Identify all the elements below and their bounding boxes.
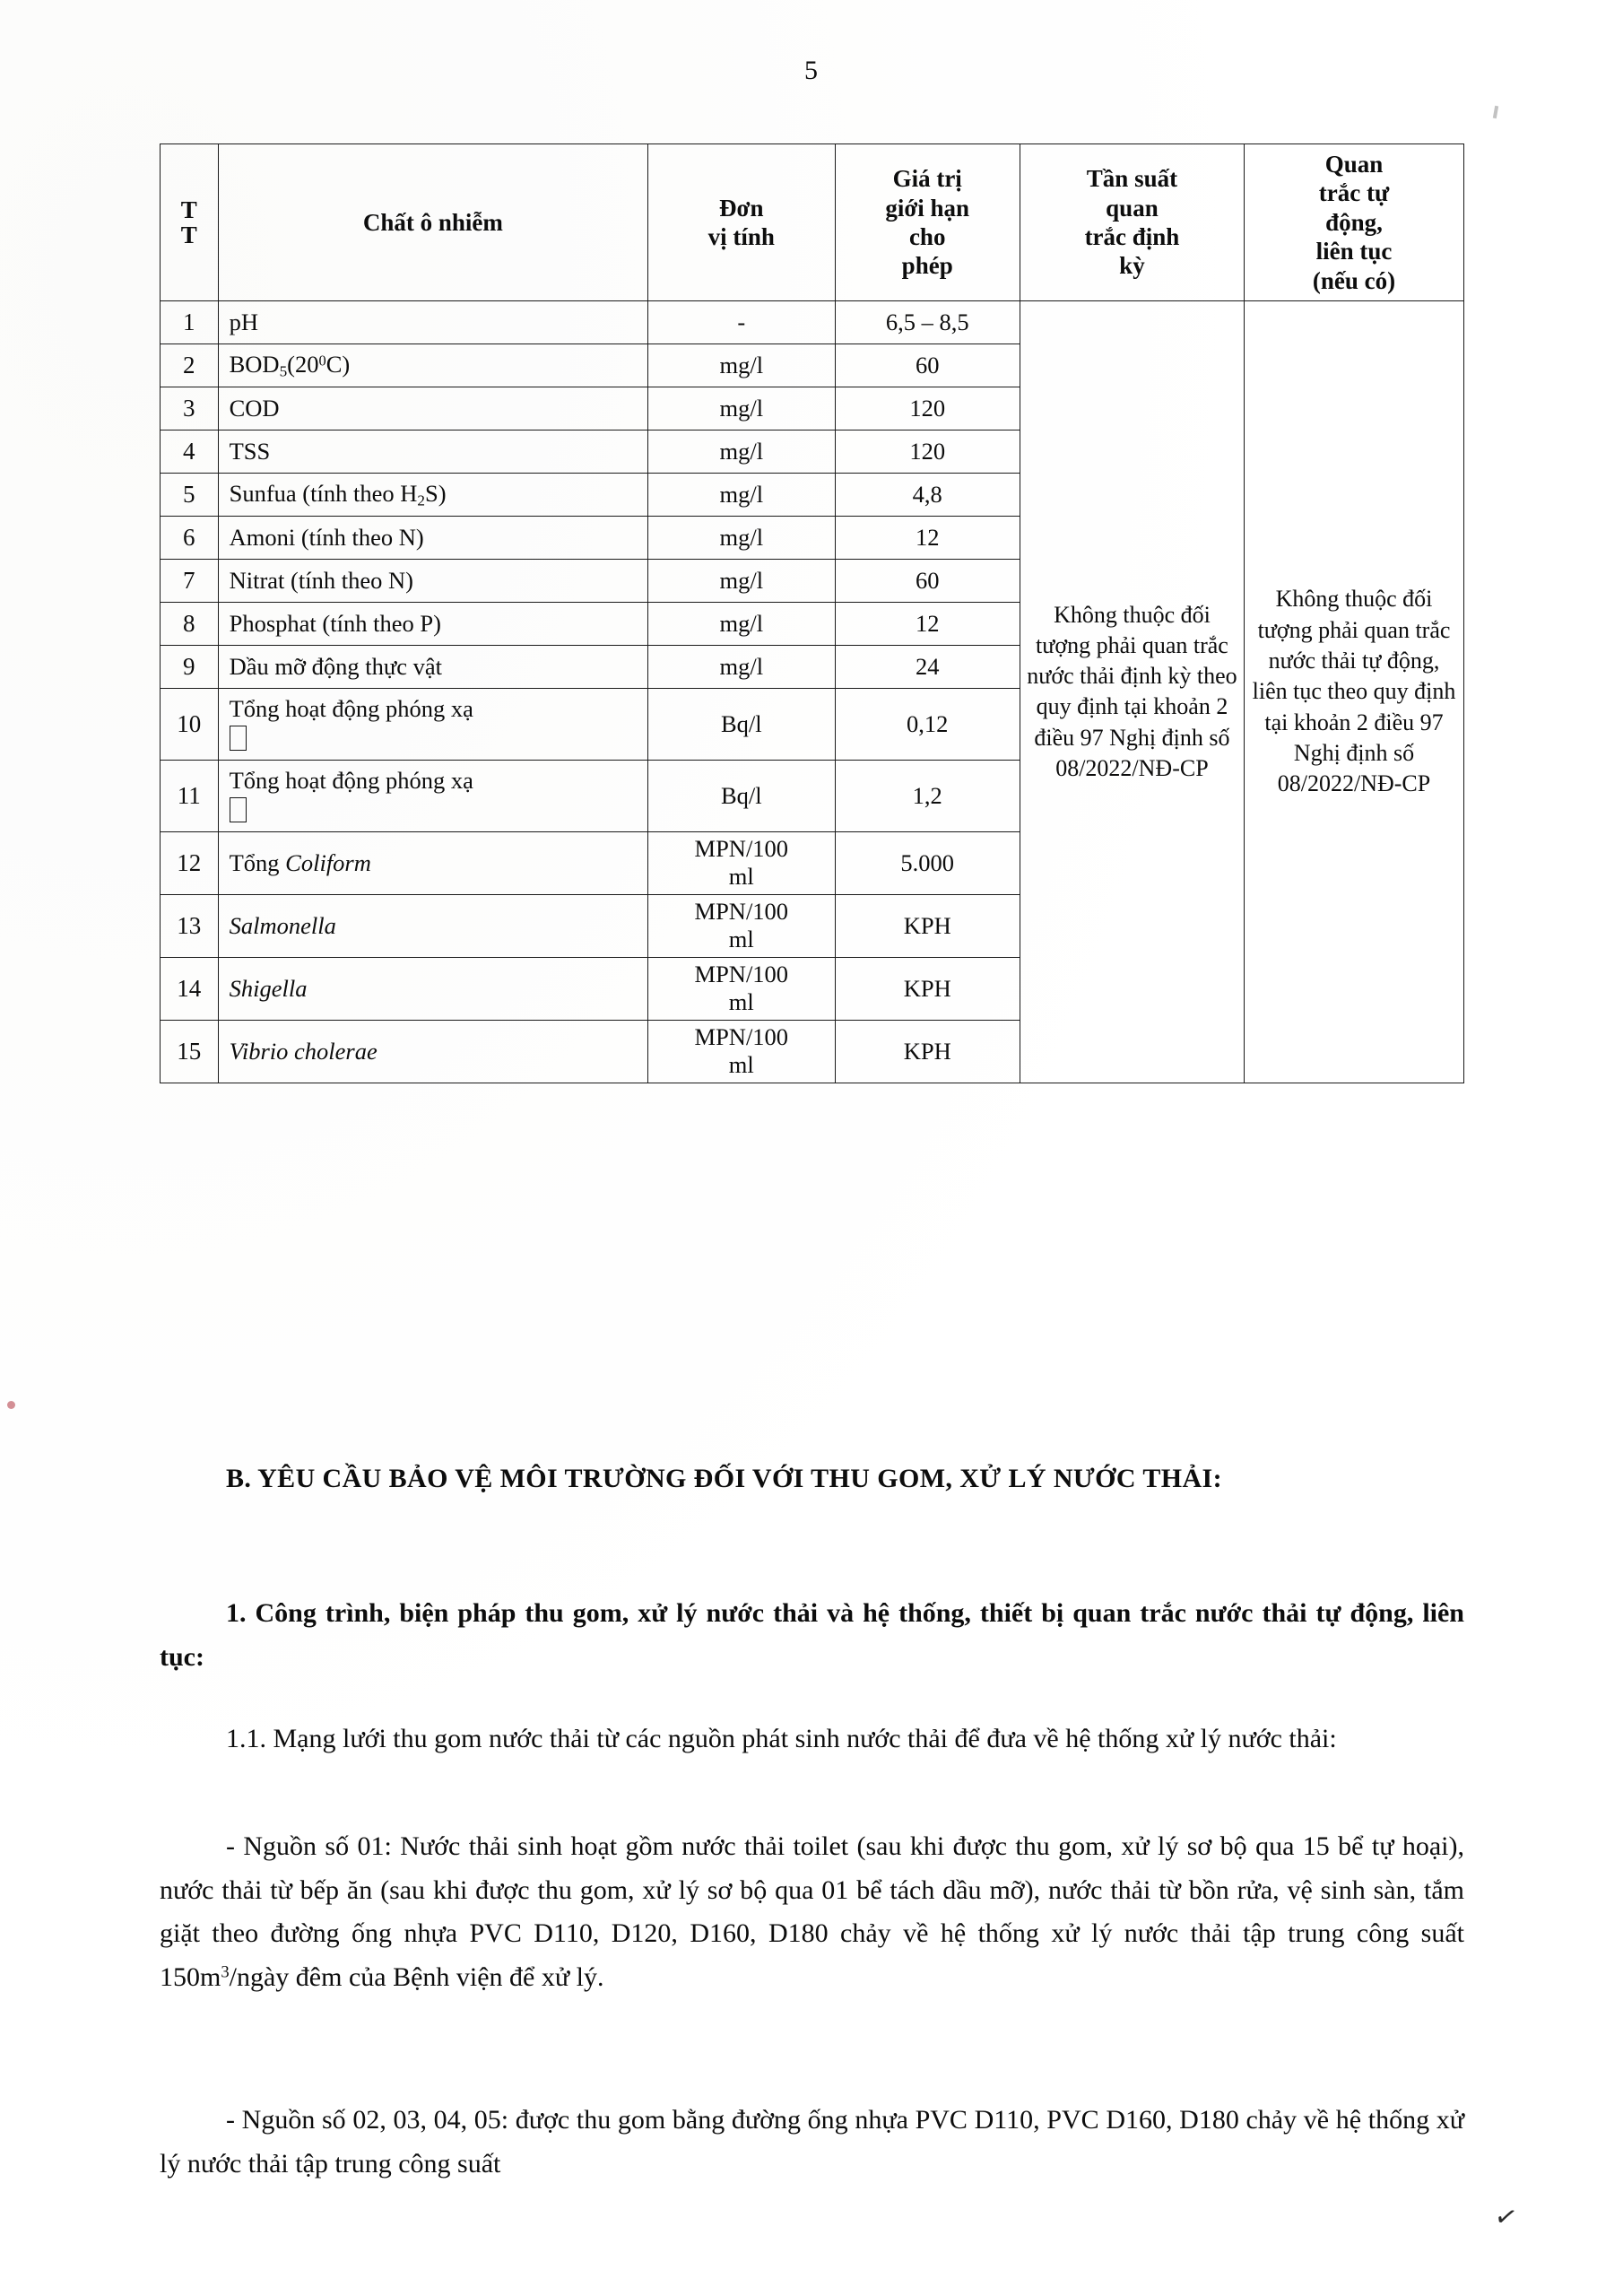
row-index: 14 <box>161 957 219 1020</box>
row-index: 4 <box>161 430 219 473</box>
header-pollutant: Chất ô nhiễm <box>218 144 647 301</box>
row-pollutant: Amoni (tính theo N) <box>218 516 647 559</box>
section-1-text: 1. Công trình, biện pháp thu gom, xử lý nước thải và hệ thống, thiết bị quan trắc nước thải tự động, liên tục: <box>160 1598 1464 1672</box>
row-index: 12 <box>161 831 219 894</box>
row-limit: 5.000 <box>835 831 1020 894</box>
alpha-glyph-box <box>230 726 247 751</box>
row-unit: Bq/l <box>648 760 835 831</box>
pollutant-limits-table <box>160 144 1464 1083</box>
row-pollutant: Sunfua (tính theo $H_2S$) <box>218 473 647 516</box>
row-unit: MPN/100 ml <box>648 894 835 957</box>
page-number: 5 <box>804 56 819 85</box>
row-pollutant: Vibrio cholerae <box>218 1020 647 1083</box>
header-auto-line4: liên tục <box>1315 238 1393 265</box>
header-limit-value <box>835 144 1020 301</box>
row-index: 8 <box>161 602 219 645</box>
row-index: 10 <box>161 688 219 760</box>
row-pollutant: Salmonella <box>218 894 647 957</box>
paragraph-1-1-text: 1.1. Mạng lưới thu gom nước thải từ các nguồn phát sinh nước thải để đưa về hệ thống xử lý nước thải: <box>226 1724 1337 1753</box>
row-index: 7 <box>161 559 219 602</box>
paragraph-1-1 <box>160 1718 1464 1761</box>
row-index: 9 <box>161 645 219 688</box>
row-unit: mg/l <box>648 559 835 602</box>
table-header-row <box>161 144 1464 301</box>
header-freq-line4: kỳ <box>1119 252 1145 280</box>
section-heading-b-text: B. YÊU CẦU BẢO VỆ MÔI TRƯỜNG ĐỐI VỚI THU GOM, XỬ LÝ NƯỚC THẢI: <box>226 1464 1222 1493</box>
row-index: 11 <box>161 760 219 831</box>
row-index: 15 <box>161 1020 219 1083</box>
row-pollutant: $BOD_5(20^0C)$ <box>218 344 647 387</box>
header-limit-line2: giới hạn <box>885 194 970 222</box>
row-limit: 60 <box>835 559 1020 602</box>
header-auto-line1: Quan <box>1324 151 1384 178</box>
row-unit: mg/l <box>648 602 835 645</box>
row-unit: mg/l <box>648 387 835 430</box>
row-unit: mg/l <box>648 430 835 473</box>
header-limit-line4: phép <box>901 252 953 280</box>
frequency-merged-cell: Không thuộc đối tượng phải quan trắc nước thải định kỳ theo quy định tại khoản 2 điều 97 Nghị định số 08/2022/NĐ-CP <box>1020 300 1244 1083</box>
scan-artifact-dot <box>1493 106 1498 118</box>
row-limit: 12 <box>835 516 1020 559</box>
row-limit: 120 <box>835 430 1020 473</box>
row-pollutant: Nitrat (tính theo N) <box>218 559 647 602</box>
paragraph-source-01-text: - Nguồn số 01: Nước thải sinh hoạt gồm nước thải toilet (sau khi được thu gom, xử lý sơ bộ qua 15 bể tự hoại), nước thải từ bếp ăn (sau khi được thu gom, xử lý sơ bộ qua 01 bể tách dầu mỡ), nước thải từ bồn rửa, vệ sinh sàn, tắm giặt theo đường ống nhựa PVC D110, D120, D160, D180 chảy về hệ thống xử lý nước thải tập trung công suất $150m^3$/ngày đêm của Bệnh viện để xử lý. <box>160 1831 1464 1992</box>
row-index: 3 <box>161 387 219 430</box>
header-frequency <box>1020 144 1244 301</box>
header-auto-line2: trắc tự <box>1318 179 1390 207</box>
row-unit: - <box>648 300 835 344</box>
row-limit: 24 <box>835 645 1020 688</box>
table-row <box>161 300 1464 344</box>
row-limit: 12 <box>835 602 1020 645</box>
row-unit: MPN/100 ml <box>648 957 835 1020</box>
row-pollutant: Dầu mỡ động thực vật <box>218 645 647 688</box>
header-freq-line1: Tần suất <box>1086 165 1178 193</box>
row-limit: 6,5 – 8,5 <box>835 300 1020 344</box>
row-limit: 0,12 <box>835 688 1020 760</box>
row-pollutant: TSS <box>218 430 647 473</box>
header-unit-line1: Đơn <box>719 194 764 222</box>
row-pollutant: Phosphat (tính theo P) <box>218 602 647 645</box>
beta-glyph-box <box>230 797 247 822</box>
header-tt-line2: T <box>180 221 197 248</box>
row-limit: 4,8 <box>835 473 1020 516</box>
row-unit: mg/l <box>648 645 835 688</box>
paragraph-source-01 <box>160 1825 1464 1999</box>
row-unit: mg/l <box>648 473 835 516</box>
paragraph-source-02 <box>160 2099 1464 2186</box>
row-pollutant: Tổng hoạt động phóng xạ <box>218 760 647 831</box>
row-pollutant: Tổng Coliform <box>218 831 647 894</box>
header-auto-line3: động, <box>1325 208 1383 236</box>
scan-artifact-red-mark <box>7 1401 15 1409</box>
row-pollutant: Tổng hoạt động phóng xạ <box>218 688 647 760</box>
row-unit: MPN/100 ml <box>648 1020 835 1083</box>
row-index: 13 <box>161 894 219 957</box>
section-heading-b <box>160 1457 1464 1501</box>
row-index: 2 <box>161 344 219 387</box>
row-limit: KPH <box>835 894 1020 957</box>
header-auto-monitoring <box>1245 144 1464 301</box>
row-limit: KPH <box>835 1020 1020 1083</box>
row-index: 1 <box>161 300 219 344</box>
header-tt <box>161 144 219 301</box>
header-tt-line1: T <box>180 196 197 223</box>
row-unit: Bq/l <box>648 688 835 760</box>
row-unit: MPN/100 ml <box>648 831 835 894</box>
row-unit: mg/l <box>648 344 835 387</box>
header-limit-line1: Giá trị <box>892 165 962 193</box>
header-unit-line2: vị tính <box>707 222 775 250</box>
header-limit-line3: cho <box>908 222 946 250</box>
section-1-heading <box>160 1592 1464 1679</box>
header-freq-line3: trắc định <box>1084 222 1180 250</box>
row-limit: KPH <box>835 957 1020 1020</box>
row-index: 6 <box>161 516 219 559</box>
row-unit: mg/l <box>648 516 835 559</box>
row-pollutant: Shigella <box>218 957 647 1020</box>
row-limit: 120 <box>835 387 1020 430</box>
header-freq-line2: quan <box>1106 194 1159 222</box>
paragraph-source-02-text: - Nguồn số 02, 03, 04, 05: được thu gom bằng đường ống nhựa PVC D110, PVC D160, D180 chảy về hệ thống xử lý nước thải tập trung công suất <box>160 2105 1464 2179</box>
pollutant-limits-table-wrapper <box>160 144 1464 1083</box>
row-limit: 1,2 <box>835 760 1020 831</box>
header-auto-line5: (nếu có) <box>1312 266 1396 294</box>
header-unit <box>648 144 835 301</box>
scan-artifact-pen-mark: ✓ <box>1491 2200 1521 2235</box>
row-limit: 60 <box>835 344 1020 387</box>
row-pollutant: pH <box>218 300 647 344</box>
row-pollutant: COD <box>218 387 647 430</box>
row-index: 5 <box>161 473 219 516</box>
auto-monitoring-merged-cell: Không thuộc đối tượng phải quan trắc nước thải tự động, liên tục theo quy định tại khoản 2 điều 97 Nghị định số 08/2022/NĐ-CP <box>1245 300 1464 1083</box>
